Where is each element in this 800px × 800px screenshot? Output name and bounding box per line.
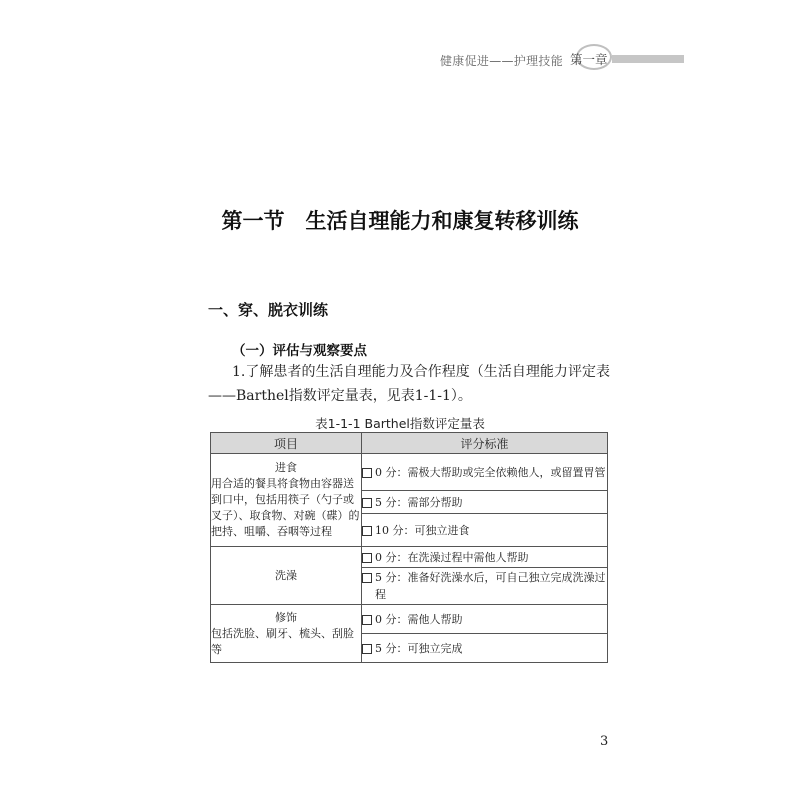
col-criteria-header: 评分标准 (362, 433, 608, 454)
heading-level1: 一、穿、脱衣训练 (208, 301, 329, 319)
item-desc: 包括洗脸、刷牙、梳头、刮脸等 (211, 626, 354, 656)
col-item-header: 项目 (211, 433, 362, 454)
criteria-text: 5 分：准备好洗澡水后，可自己独立完成洗澡过程 (375, 571, 606, 601)
table-row (211, 454, 608, 491)
criteria-text: 0 分：在洗澡过程中需他人帮助 (375, 550, 529, 564)
header-bar-ornament (612, 55, 684, 63)
criteria-cell (362, 514, 608, 547)
criteria-text: 5 分：可独立完成 (375, 641, 463, 655)
item-cell (211, 547, 362, 605)
criteria-cell (362, 454, 608, 491)
item-name: 修饰 (275, 610, 297, 624)
criteria-text: 0 分：需他人帮助 (375, 612, 463, 626)
checkbox[interactable] (362, 615, 372, 625)
table-row (211, 605, 608, 634)
item-name: 进食 (275, 461, 297, 474)
running-header (0, 46, 800, 76)
table-caption: 表1-1-1 Barthel指数评定量表 (315, 416, 485, 431)
criteria-cell (362, 605, 608, 634)
criteria-text: 10 分：可独立进食 (375, 523, 470, 537)
item-cell (211, 605, 362, 663)
section-title: 第一节 生活自理能力和康复转移训练 (221, 209, 579, 233)
checkbox[interactable] (362, 526, 372, 536)
checkbox[interactable] (362, 498, 372, 508)
table-header-row (211, 433, 608, 454)
criteria-text: 5 分：需部分帮助 (375, 495, 463, 509)
item-desc: 用合适的餐具将食物由容器送到口中，包括用筷子（勺子或叉子）、取食物、对碗（碟）的把持、咀嚼、吞咽等过程 (211, 477, 360, 538)
criteria-cell (362, 634, 608, 663)
item-name: 洗澡 (275, 568, 297, 582)
checkbox[interactable] (362, 553, 372, 563)
checkbox[interactable] (362, 644, 372, 654)
checkbox[interactable] (362, 468, 372, 478)
criteria-cell (362, 568, 608, 605)
criteria-cell (362, 547, 608, 568)
heading-level2: （一）评估与观察要点 (232, 343, 367, 359)
chapter-label: 第一章 (570, 52, 608, 67)
barthel-table (210, 432, 608, 663)
item-cell (211, 454, 362, 547)
criteria-cell (362, 491, 608, 514)
running-title: 健康促进——护理技能 (440, 54, 564, 68)
table-row (211, 547, 608, 568)
page-number: 3 (600, 734, 609, 749)
checkbox[interactable] (362, 573, 372, 583)
criteria-text: 0 分：需极大帮助或完全依赖他人，或留置胃管 (375, 465, 606, 479)
body-paragraph: 1.了解患者的生活自理能力及合作程度（生活自理能力评定表——Barthel指数评定量表，见表1-1-1）。 (208, 364, 610, 404)
